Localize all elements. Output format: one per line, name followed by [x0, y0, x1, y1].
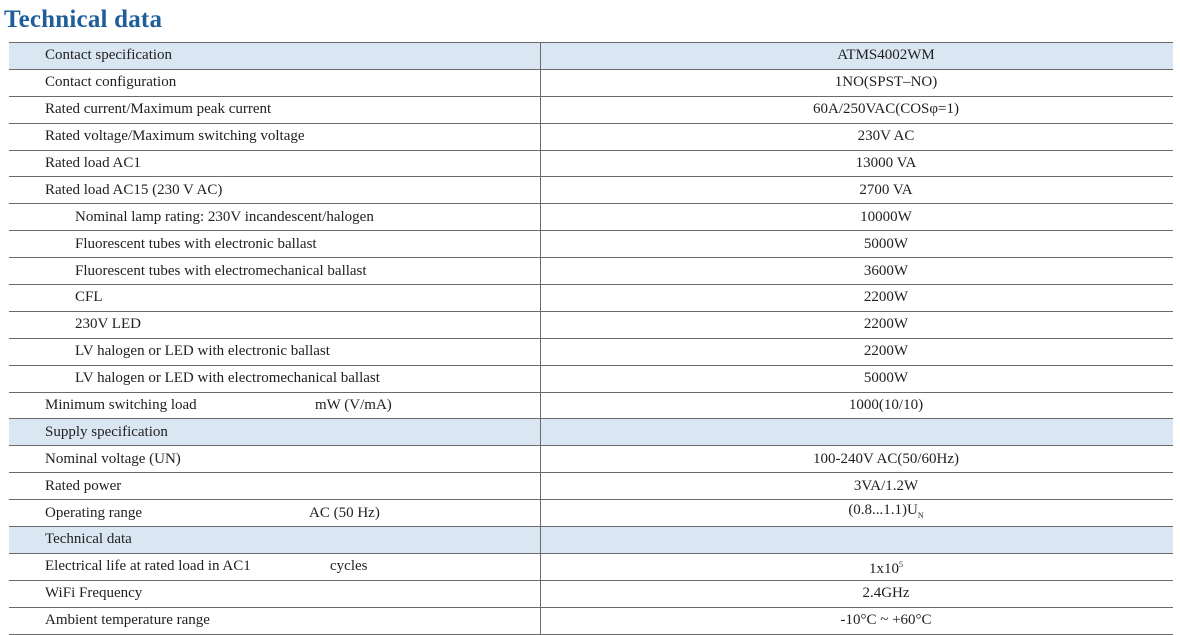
table-row [9, 123, 1173, 150]
row-label-cell [9, 96, 541, 123]
table-row [9, 392, 1173, 419]
row-value-cell [541, 527, 1174, 554]
row-label-cell [9, 258, 541, 285]
row-label-cell [9, 204, 541, 231]
row-label: Nominal voltage (UN) [45, 450, 181, 467]
row-value-cell [541, 258, 1174, 285]
row-value: 10000W [860, 208, 912, 225]
row-label-cell [9, 285, 541, 312]
table-row [9, 177, 1173, 204]
row-value: 2200W [863, 316, 909, 333]
row-value-cell [541, 123, 1174, 150]
table-row [9, 231, 1173, 258]
value-superscript: 5 [899, 559, 903, 569]
row-value-cell [541, 553, 1174, 580]
row-value-cell [541, 285, 1174, 312]
row-label: Rated voltage/Maximum switching voltage [45, 128, 305, 145]
row-value: (0.8...1.1)U [848, 502, 918, 519]
row-value-cell [541, 419, 1174, 446]
table-row [9, 258, 1173, 285]
table-row [9, 204, 1173, 231]
row-label: Fluorescent tubes with electronic ballast [75, 235, 317, 252]
row-label-cell [9, 123, 541, 150]
row-label-cell [9, 43, 541, 70]
row-value-cell [541, 177, 1174, 204]
row-label: Fluorescent tubes with electromechanical ballast [75, 262, 367, 279]
row-label: Rated load AC15 (230 V AC) [45, 181, 223, 198]
section-row [9, 527, 1173, 554]
row-unit: cycles [330, 558, 368, 575]
row-label-cell [9, 473, 541, 500]
row-label-cell [9, 365, 541, 392]
row-unit: AC (50 Hz) [309, 504, 380, 521]
row-label-cell [9, 446, 541, 473]
row-label: Rated current/Maximum peak current [45, 101, 272, 118]
row-value: 1000(10/10) [848, 397, 924, 414]
row-value-cell [541, 69, 1174, 96]
row-label-cell [9, 69, 541, 96]
row-value-cell [541, 365, 1174, 392]
section-row [9, 43, 1173, 70]
row-label: Minimum switching load [45, 397, 197, 414]
row-label: 230V LED [75, 316, 141, 333]
row-value: 60A/250VAC(COSφ=1) [812, 101, 960, 118]
row-value: 13000 VA [855, 155, 917, 171]
table-body [9, 43, 1173, 635]
row-value: 5000W [863, 235, 909, 252]
row-value-cell [541, 446, 1174, 473]
row-label: Technical data [45, 531, 132, 548]
row-label-cell [9, 338, 541, 365]
row-value-cell [541, 96, 1174, 123]
row-label: WiFi Frequency [45, 585, 143, 602]
row-label: LV halogen or LED with electronic ballast [75, 343, 330, 360]
row-value: -10°C ~ +60°C [840, 612, 932, 629]
row-label: CFL [75, 289, 103, 306]
row-value: 2700 VA [859, 181, 913, 198]
row-value: 2200W [863, 343, 909, 360]
row-label-cell [9, 150, 541, 177]
row-label: Ambient temperature range [45, 612, 210, 629]
row-value-cell [541, 500, 1174, 527]
row-value-cell [541, 43, 1174, 70]
table-row [9, 150, 1173, 177]
row-value-cell [541, 231, 1174, 258]
row-label-cell [9, 311, 541, 338]
row-value: 5000W [863, 370, 909, 387]
row-value: 2.4GHz [862, 585, 910, 602]
row-label: Electrical life at rated load in AC1 [45, 558, 251, 575]
row-label-cell [9, 392, 541, 419]
row-value: ATMS4002WM [837, 47, 935, 64]
row-label: Operating range [45, 504, 143, 521]
row-label-cell [9, 500, 541, 527]
technical-data-table [9, 42, 1173, 635]
row-label-cell [9, 177, 541, 204]
row-value: 3600W [863, 262, 909, 279]
row-label: Contact specification [45, 47, 173, 64]
row-value: 1x10 [869, 560, 899, 577]
row-label-cell [9, 553, 541, 580]
table-row [9, 96, 1173, 123]
row-value: 100-240V AC(50/60Hz) [813, 450, 959, 467]
table-row [9, 580, 1173, 607]
row-value-cell [541, 311, 1174, 338]
row-value: 230V AC [857, 128, 915, 145]
table-row [9, 446, 1173, 473]
table-row [9, 473, 1173, 500]
table-row [9, 500, 1173, 527]
row-label-cell [9, 231, 541, 258]
row-value-cell [541, 338, 1174, 365]
row-value-cell [541, 392, 1174, 419]
table-row [9, 365, 1173, 392]
row-value-cell [541, 204, 1174, 231]
row-label: LV halogen or LED with electromechanical ballast [75, 370, 380, 387]
row-value: 2200W [863, 289, 909, 306]
row-label: Contact configuration [45, 74, 177, 91]
table-row [9, 311, 1173, 338]
row-label-cell [9, 580, 541, 607]
row-label: Rated power [45, 477, 122, 494]
row-value-cell [541, 580, 1174, 607]
row-value: 3VA/1.2W [853, 477, 919, 494]
row-value-cell [541, 150, 1174, 177]
row-label-cell [9, 527, 541, 554]
row-label: Rated load AC1 [45, 155, 141, 171]
table-row [9, 338, 1173, 365]
table-row [9, 553, 1173, 580]
table-row [9, 69, 1173, 96]
row-label: Supply specification [45, 423, 168, 440]
row-label: Nominal lamp rating: 230V incandescent/halogen [75, 208, 374, 225]
section-row [9, 419, 1173, 446]
value-subscript: N [917, 511, 924, 521]
page-title: Technical data [4, 6, 163, 33]
row-value-cell [541, 473, 1174, 500]
row-label-cell [9, 419, 541, 446]
table-row [9, 285, 1173, 312]
row-value: 1NO(SPST–NO) [834, 74, 938, 91]
row-unit: mW (V/mA) [315, 397, 392, 414]
